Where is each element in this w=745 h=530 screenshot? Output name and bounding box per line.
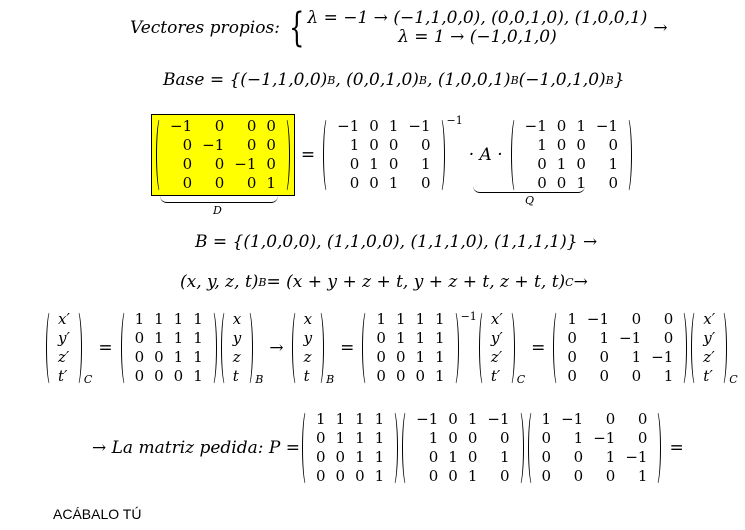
matrix-cell: −1 (202, 136, 225, 154)
matrix-cell: 0 (349, 155, 360, 173)
matrix-cell: 0 (467, 429, 478, 447)
matrix-cell: 0 (246, 136, 257, 154)
vector-b-2 (292, 310, 324, 386)
matrix-p2-table (411, 410, 514, 486)
eigen-eq-2: λ = 1 → (−1,0,1,0) (398, 27, 557, 47)
eigen-system (286, 5, 648, 51)
matrix-u (121, 310, 217, 386)
matrix-row (311, 448, 389, 467)
underbrace-q (473, 186, 585, 193)
vector-cell: y′ (490, 329, 503, 347)
vector-c (46, 310, 82, 386)
matrix-cell: −1 (651, 348, 674, 366)
vector-cell: x′ (490, 310, 503, 328)
matrix-cell: 0 (420, 174, 431, 192)
matrix-cell: 0 (246, 117, 257, 135)
matrix-cell: 1 (499, 448, 510, 466)
matrix-cell: −1 (524, 117, 547, 135)
curly-brace: { (289, 5, 305, 51)
matrix-cell: 0 (631, 367, 642, 385)
matrix-row (311, 429, 389, 448)
matrix-cell: 0 (315, 429, 326, 447)
matrix-cell: 1 (193, 310, 203, 328)
matrix-cell: 1 (154, 329, 164, 347)
matrix-cell: −1 (408, 117, 431, 135)
label-d: D (213, 204, 222, 217)
matrix-row (165, 117, 281, 136)
matrix-row (537, 467, 653, 486)
matrix-cell: 1 (335, 410, 346, 428)
underbrace-d (160, 196, 278, 203)
matrix-row (537, 410, 653, 429)
matrix-q-table (520, 117, 623, 193)
matrix-cell: 0 (154, 348, 164, 366)
matrix-cell: 0 (335, 467, 346, 485)
matrix-cell: 1 (605, 448, 616, 466)
matrix-p3 (528, 410, 662, 486)
matrix-cell: 1 (374, 448, 385, 466)
matrix-row (165, 136, 281, 155)
matrix-cell: 1 (374, 467, 385, 485)
matrix-cell: 0 (537, 174, 547, 192)
sub-b: B (605, 73, 614, 87)
matrix-cell: 1 (435, 348, 445, 366)
matrix-cell: 0 (567, 367, 577, 385)
matrix-q-inv-table (332, 117, 435, 193)
sub-c: C (565, 275, 574, 289)
footer-text: ACÁBALO TÚ (53, 506, 142, 522)
matrix-cell: 0 (246, 174, 257, 192)
matrix-row (371, 329, 449, 348)
basis-b-line (195, 232, 597, 252)
matrix-cell: 1 (193, 348, 203, 366)
matrix-cell: 0 (395, 367, 406, 385)
matrix-cell: 1 (448, 448, 458, 466)
matrix-row (371, 310, 449, 329)
matrix-p1-table (311, 410, 389, 486)
matrix-cell: 1 (637, 467, 648, 485)
matrix-cell: 1 (576, 174, 586, 192)
inverse-exponent: −1 (460, 310, 477, 323)
matrix-cell: 0 (448, 429, 458, 447)
matrix-cell: 0 (599, 367, 610, 385)
matrix-row (411, 448, 514, 467)
matrix-u2-table (371, 310, 449, 386)
matrix-cell: 1 (173, 348, 184, 366)
matrix-cell: 1 (415, 310, 426, 328)
sub-c: C (516, 373, 526, 386)
base-part-3: , (1,0,0,1) (427, 70, 511, 90)
matrix-cell: 0 (567, 348, 577, 366)
matrix-row (411, 410, 514, 429)
matrix-cell: −1 (593, 429, 616, 447)
vector-cell: t′ (58, 367, 68, 385)
matrix-cell: 1 (266, 174, 276, 192)
vector-b2-table (301, 310, 315, 386)
matrix-cell: 0 (599, 348, 610, 366)
matrix-row (130, 348, 208, 367)
vector-c-2 (479, 310, 515, 386)
vector-cell: z (232, 348, 241, 366)
vector-cell: t (232, 367, 239, 385)
matrix-cell: 1 (631, 348, 642, 366)
base-line (163, 70, 625, 90)
matrix-cell: 0 (663, 329, 674, 347)
matrix-cell: 0 (388, 155, 399, 173)
matrix-cell: 0 (376, 367, 386, 385)
matrix-cell: 1 (395, 310, 406, 328)
matrix-cell: 0 (182, 136, 193, 154)
vector-b-table (230, 310, 244, 386)
matrix-row (332, 136, 435, 155)
vector-cell: y (232, 329, 242, 347)
matrix-cell: 0 (576, 155, 586, 173)
matrix-cell: 0 (214, 117, 225, 135)
matrix-cell: 0 (173, 367, 184, 385)
matrix-cell: 0 (415, 367, 426, 385)
coordinates-line (180, 272, 588, 292)
vector-cell: x′ (703, 310, 716, 328)
matrix-cell: −1 (487, 410, 510, 428)
sub-b: B (258, 275, 267, 289)
sub-b: B (326, 373, 335, 386)
matrix-cell: 0 (315, 448, 326, 466)
matrix-row (562, 310, 678, 329)
matrix-cell: 0 (369, 174, 379, 192)
matrix-cell: 0 (335, 448, 346, 466)
matrix-row (311, 410, 389, 429)
matrix-row (371, 367, 449, 386)
matrix-cell: 1 (428, 429, 439, 447)
matrix-cell: 1 (369, 155, 379, 173)
matrix-u-table (130, 310, 208, 386)
matrix-row (537, 448, 653, 467)
matrix-cell: 1 (435, 329, 445, 347)
matrix-cell: 1 (388, 117, 399, 135)
change-of-basis-line (44, 310, 738, 386)
matrix-row (537, 429, 653, 448)
matrix-cell: 1 (467, 410, 478, 428)
matrix-cell: −1 (337, 117, 360, 135)
matrix-cell: 0 (134, 348, 145, 366)
equals: = (300, 145, 316, 165)
matrix-cell: 0 (266, 155, 276, 173)
matrix-cell: 0 (608, 136, 618, 154)
matrix-cell: 0 (467, 448, 478, 466)
matrix-row (520, 136, 623, 155)
matrix-cell: 1 (395, 329, 406, 347)
arrow: → (269, 338, 284, 358)
matrix-cell: 0 (556, 136, 567, 154)
matrix-cell: 0 (605, 467, 616, 485)
matrix-cell: 0 (134, 329, 145, 347)
matrix-cell: 1 (567, 310, 577, 328)
inverse-exponent: −1 (446, 114, 463, 127)
basis-b: B = {(1,0,0,0), (1,1,0,0), (1,1,1,0), (1,1,1,1)} → (195, 232, 598, 252)
matrix-row (562, 367, 678, 386)
sub-b: B (255, 373, 264, 386)
sub-b: B (510, 73, 519, 87)
matrix-cell: 0 (541, 448, 552, 466)
matrix-cell: 0 (182, 155, 193, 173)
matrix-row (130, 329, 208, 348)
matrix-cell: 1 (388, 174, 399, 192)
matrix-row (411, 429, 514, 448)
sub-b: B (418, 73, 428, 87)
matrix-cell: 0 (369, 117, 379, 135)
matrix-cell: 1 (134, 310, 145, 328)
matrix-row (411, 467, 514, 486)
base-part-2: , (0,0,1,0) (335, 70, 419, 90)
matrix-row (311, 467, 389, 486)
vector-c2-table (488, 310, 506, 386)
matrix-row (332, 174, 435, 193)
matrix-cell: 0 (355, 467, 365, 485)
matrix-cell: 1 (435, 367, 445, 385)
matrix-cell: 1 (376, 310, 386, 328)
matrix-cell: 0 (154, 367, 164, 385)
matrix-row (520, 155, 623, 174)
matrix-cell: 0 (567, 329, 577, 347)
matrix-cell: 0 (541, 429, 552, 447)
vector-cell: z′ (703, 348, 715, 366)
matrix-cell: 0 (448, 410, 458, 428)
matrix-cell: 0 (556, 117, 567, 135)
matrix-cell: 1 (374, 429, 385, 447)
matrix-cell: 0 (388, 136, 399, 154)
vector-cell: z′ (490, 348, 503, 366)
vector-cell: y (303, 329, 313, 347)
vector-cell: t′ (703, 367, 713, 385)
matrix-cell: 1 (435, 310, 445, 328)
matrix-q (511, 117, 632, 193)
matrix-cell: 1 (573, 429, 584, 447)
matrix-cell: 0 (556, 174, 567, 192)
matrix-cell: 0 (376, 329, 386, 347)
matrix-cell: 1 (193, 329, 203, 347)
matrix-q-inverse (323, 117, 444, 193)
sub-b: B (327, 73, 336, 87)
eigen-eq-1: λ = −1 → (−1,1,0,0), (0,0,1,0), (1,0,0,1) (307, 8, 648, 28)
matrix-d-table (165, 117, 281, 193)
matrix-cell: 1 (355, 448, 365, 466)
result-label: → La matriz pedida: P = (92, 438, 300, 458)
matrix-cell: 1 (173, 310, 184, 328)
vector-c-table (55, 310, 73, 386)
matrix-cell: 1 (154, 310, 164, 328)
equals: = (669, 438, 684, 458)
vector-cell: x′ (58, 310, 70, 328)
matrix-cell: 0 (349, 174, 360, 192)
vector-c-3 (691, 310, 727, 386)
base-close: } (613, 70, 625, 90)
vector-cell: t′ (490, 367, 501, 385)
matrix-d (156, 117, 290, 193)
matrix-cell: −1 (586, 310, 610, 328)
matrix-cell: 0 (428, 467, 439, 485)
matrix-cell: 0 (541, 467, 552, 485)
matrix-row (562, 329, 678, 348)
eigenvectors-line (130, 5, 674, 51)
matrix-cell: 1 (556, 155, 567, 173)
matrix-cell: 0 (608, 174, 618, 192)
equals: = (98, 338, 113, 358)
matrix-cell: 1 (355, 410, 365, 428)
matrix-cell: 0 (182, 174, 193, 192)
times-a: · A · (468, 145, 503, 165)
matrix-cell: 1 (467, 467, 478, 485)
coords-left: (x, y, z, t) (180, 272, 259, 292)
equals: = (340, 338, 355, 358)
matrix-cell: 1 (608, 155, 618, 173)
matrix-cell: 0 (315, 467, 326, 485)
vector-cell: x (303, 310, 313, 328)
matrix-cell: −1 (416, 410, 439, 428)
matrix-cell: 1 (415, 348, 426, 366)
arrow: → (653, 18, 668, 38)
sub-c: C (729, 373, 738, 386)
matrix-cell: 1 (374, 410, 385, 428)
matrix-row (332, 117, 435, 136)
vector-cell: y′ (703, 329, 716, 347)
matrix-row (130, 310, 208, 329)
matrix-p1 (302, 410, 398, 486)
matrix-cell: 1 (537, 136, 547, 154)
diagonalization-line (151, 114, 634, 196)
matrix-cell: 0 (573, 467, 584, 485)
matrix-cell: −1 (234, 155, 257, 173)
matrix-cell: 0 (448, 467, 458, 485)
vector-cell: z′ (58, 348, 70, 366)
matrix-cell: 0 (631, 310, 642, 328)
vector-cell: t (303, 367, 310, 385)
matrix-cell: 1 (420, 155, 431, 173)
vector-b (221, 310, 253, 386)
matrix-cell: 0 (663, 310, 674, 328)
matrix-cell: 1 (576, 117, 586, 135)
matrix-cell: 0 (537, 155, 547, 173)
result-line (92, 410, 690, 486)
base-part-4: (−1,0,1,0) (518, 70, 606, 90)
matrix-cell: 0 (266, 136, 276, 154)
matrix-cell: 1 (415, 329, 426, 347)
matrix-row (130, 367, 208, 386)
matrix-row (165, 174, 281, 193)
equals: = (531, 338, 546, 358)
matrix-cell: 1 (355, 429, 365, 447)
eigen-lines (307, 9, 647, 47)
matrix-uinv-table (562, 310, 678, 386)
matrix-p3-table (537, 410, 653, 486)
diagonal-matrix-highlight (151, 114, 295, 196)
matrix-cell: 1 (663, 367, 674, 385)
matrix-cell: 0 (428, 448, 439, 466)
matrix-p2 (402, 410, 523, 486)
vector-cell: y′ (58, 329, 70, 347)
matrix-cell: 0 (573, 448, 584, 466)
matrix-cell: −1 (170, 117, 193, 135)
matrix-cell: 0 (605, 410, 616, 428)
vector-cell: z (303, 348, 312, 366)
matrix-row (520, 117, 623, 136)
matrix-cell: 0 (214, 155, 225, 173)
base-part-1: Base = {(−1,1,0,0) (163, 70, 328, 90)
matrix-cell: 0 (499, 467, 510, 485)
matrix-cell: −1 (595, 117, 618, 135)
matrix-cell: 1 (335, 429, 346, 447)
matrix-cell: 1 (599, 329, 610, 347)
matrix-row (165, 155, 281, 174)
matrix-cell: 1 (315, 410, 326, 428)
matrix-u-2 (362, 310, 458, 386)
matrix-cell: 0 (266, 117, 276, 135)
matrix-cell: 0 (214, 174, 225, 192)
matrix-cell: 0 (576, 136, 586, 154)
vector-c3-table (700, 310, 718, 386)
matrix-cell: 0 (134, 367, 145, 385)
matrix-cell: 0 (637, 410, 648, 428)
coords-mid: = (x + y + z + t, y + z + t, z + t, t) (266, 272, 566, 292)
matrix-row (562, 348, 678, 367)
matrix-cell: 0 (376, 348, 386, 366)
eigenvectors-label: Vectores propios: (130, 18, 280, 38)
matrix-cell: −1 (561, 410, 584, 428)
vector-cell: x (232, 310, 242, 328)
coords-arrow: → (573, 272, 588, 292)
matrix-cell: 0 (369, 136, 379, 154)
label-q: Q (525, 194, 535, 207)
matrix-cell: −1 (619, 329, 642, 347)
matrix-u-inverse (553, 310, 687, 386)
sub-c: C (83, 373, 93, 386)
matrix-cell: 1 (541, 410, 552, 428)
matrix-cell: 1 (193, 367, 203, 385)
matrix-row (371, 348, 449, 367)
matrix-cell: 0 (637, 429, 648, 447)
matrix-cell: 1 (349, 136, 360, 154)
matrix-cell: 1 (173, 329, 184, 347)
matrix-cell: 0 (420, 136, 431, 154)
matrix-cell: 0 (395, 348, 406, 366)
matrix-row (332, 155, 435, 174)
matrix-cell: −1 (625, 448, 648, 466)
matrix-cell: 0 (499, 429, 510, 447)
